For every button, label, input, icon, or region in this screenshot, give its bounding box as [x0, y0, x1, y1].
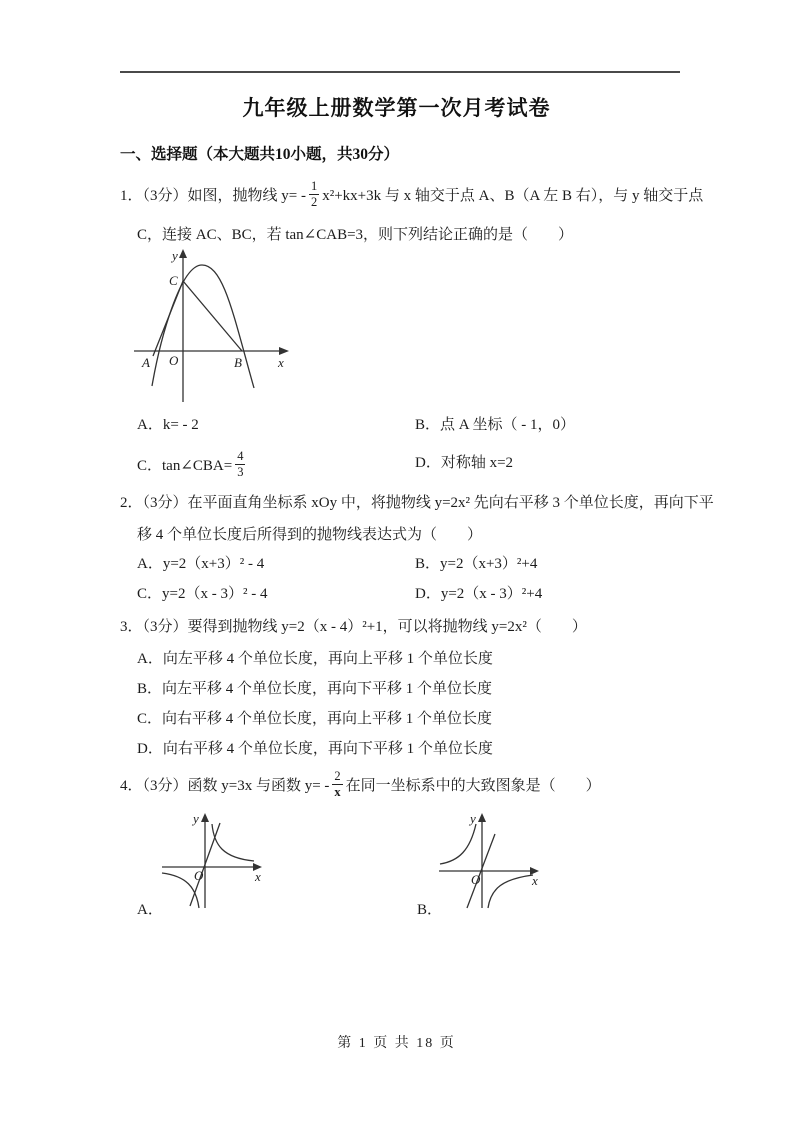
q4-line1-post: 在同一坐标系中的大致图象是（ ）	[345, 777, 601, 794]
top-rule	[120, 71, 680, 73]
hyperbola-branch-q2	[440, 824, 476, 864]
origin-label: O	[169, 353, 179, 368]
page-title: 九年级上册数学第一次月考试卷	[242, 96, 551, 120]
q4-figure-b	[437, 812, 542, 912]
x-axis-arrow-icon	[279, 347, 289, 355]
q1-option-c	[137, 440, 248, 488]
y-axis-label: y	[193, 812, 199, 826]
point-label-c: C	[169, 273, 178, 288]
section-heading: 一、选择题（本大题共10小题，共30分）	[120, 146, 400, 163]
fraction-denominator: x	[334, 784, 341, 799]
q3-line1: 3．（3分）要得到抛物线 y=2（x - 4）²+1，可以将抛物线 y=2x²（ ）	[120, 619, 587, 635]
q2-line2: 移 4 个单位长度后所得到的抛物线表达式为（ ）	[137, 527, 483, 543]
x-axis-label: x	[532, 873, 538, 888]
point-label-a: A	[142, 355, 150, 370]
y-axis-arrow-icon	[478, 813, 486, 822]
q1-line1	[120, 170, 703, 218]
q2-option-c: C．y=2（x - 3）² - 4	[137, 586, 268, 602]
fraction-denominator: 2	[310, 194, 318, 209]
q3-option-d: D．向右平移 4 个单位长度，再向下平移 1 个单位长度	[137, 741, 493, 757]
y-axis-arrow-icon	[179, 249, 187, 258]
q4-line1	[120, 760, 601, 808]
q2-line1: 2．（3分）在平面直角坐标系 xOy 中，将抛物线 y=2x² 先向右平移 3 个单位长度，再向下平	[120, 495, 714, 511]
q2-option-d: D．y=2（x - 3）²+4	[415, 586, 543, 602]
q4-graph-b	[437, 812, 542, 917]
y-axis-label: y	[470, 812, 476, 826]
q4-option-a-label: A．	[137, 902, 163, 918]
q1-option-c-fraction	[235, 449, 245, 479]
segments-AC-CB	[153, 281, 242, 356]
origin-label: O	[194, 868, 204, 883]
q1-line2: C，连接 AC、BC，若 tan∠CAB=3，则下列结论正确的是（ ）	[137, 227, 574, 243]
fraction-numerator: 4	[237, 449, 244, 464]
q1-graph	[128, 248, 318, 411]
y-axis-label: y	[172, 248, 178, 263]
q1-line1-pre: 1．（3分）如图，抛物线 y= -	[120, 187, 306, 204]
point-label-b: B	[234, 355, 242, 370]
q3-option-c: C．向右平移 4 个单位长度，再向上平移 1 个单位长度	[137, 711, 493, 727]
fraction-denominator: 3	[237, 464, 244, 479]
q1-option-b: B．点 A 坐标（ - 1，0）	[415, 417, 576, 433]
q4-option-b-label: B．	[417, 902, 443, 918]
origin-label: O	[471, 872, 481, 887]
x-axis-label: x	[278, 355, 284, 370]
q1-fraction	[309, 179, 319, 209]
q3-option-a: A．向左平移 4 个单位长度，再向上平移 1 个单位长度	[137, 651, 493, 667]
q1-option-c-text: C．tan∠CBA=	[137, 457, 233, 474]
page-footer: 第 1 页 共 18 页	[337, 1036, 456, 1051]
fraction-numerator: 2	[334, 769, 341, 784]
x-axis-label: x	[255, 869, 261, 884]
q1-option-d: D．对称轴 x=2	[415, 455, 514, 471]
q4-graph-a	[160, 812, 265, 917]
q2-option-a: A．y=2（x+3）² - 4	[137, 556, 265, 572]
q1-parabola-figure	[128, 248, 318, 406]
q2-option-b: B．y=2（x+3）²+4	[415, 556, 538, 572]
q1-line1-post: x²+kx+3k 与 x 轴交于点 A、B（A 左 B 右），与 y 轴交于点	[322, 187, 704, 204]
q4-figure-a	[160, 812, 265, 912]
hyperbola-branch-q4	[488, 875, 533, 908]
y-axis-arrow-icon	[201, 813, 209, 822]
q1-option-a: A．k= - 2	[137, 417, 199, 433]
q4-fraction	[332, 769, 342, 799]
fraction-numerator: 1	[310, 179, 318, 194]
q4-line1-pre: 4．（3分）函数 y=3x 与函数 y= -	[120, 777, 330, 794]
q3-option-b: B．向左平移 4 个单位长度，再向下平移 1 个单位长度	[137, 681, 493, 697]
